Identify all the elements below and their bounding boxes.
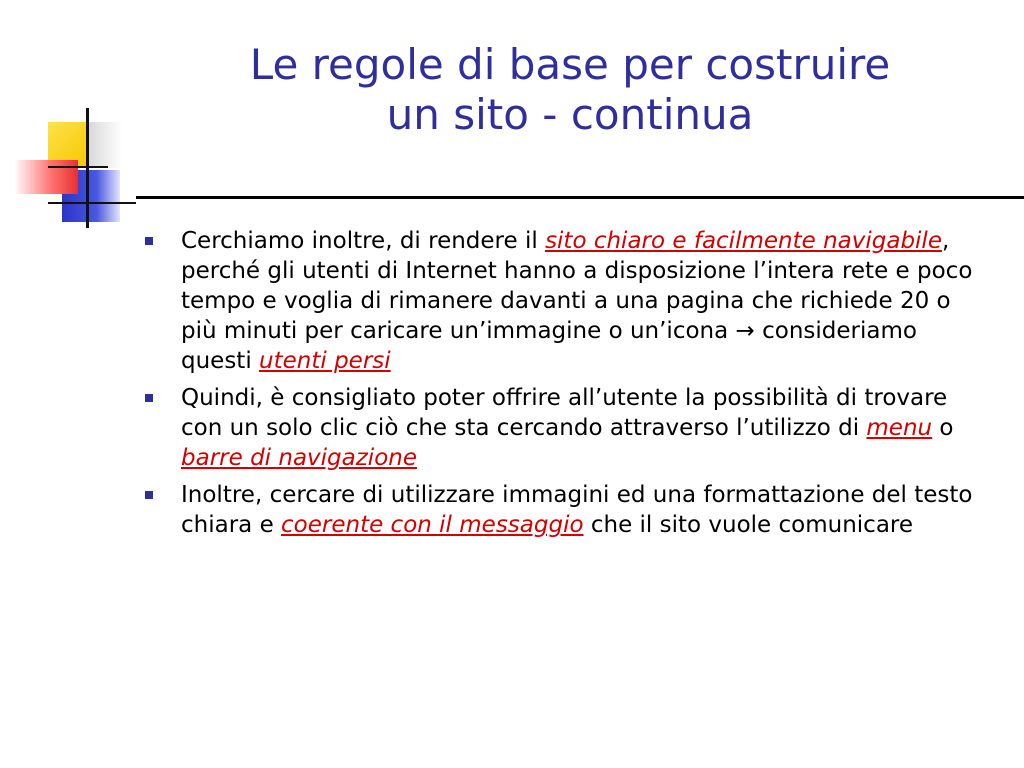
bullet-text: Inoltre, cercare di utilizzare immagini ed una formattazione del testo chiara e	[181, 482, 973, 538]
bullet-item	[143, 226, 983, 376]
arrow-right-icon: →	[735, 318, 755, 344]
emphasis-text: coerente con il messaggio	[281, 512, 584, 538]
bullet-list	[143, 226, 983, 547]
emphasis-text: utenti persi	[259, 348, 391, 374]
bullet-item	[143, 383, 983, 473]
slide-title	[140, 40, 1000, 140]
logo-vertical-line	[86, 108, 89, 228]
logo-grey-square	[88, 122, 122, 168]
square-bullet-icon	[145, 491, 153, 499]
bullet-text: , perché gli utenti di Internet hanno a disposizione l’intera rete e poco tempo e voglia di rimanere davanti a una pagina che richiede 20 o più minuti per caricare un’immagine o un’icona	[181, 228, 973, 344]
decorative-squares-logo	[0, 0, 150, 240]
bullet-text: consideriamo questi	[181, 318, 917, 374]
bullet-item	[143, 480, 983, 540]
title-line-1: Le regole di base per costruire	[249, 40, 891, 89]
title-line-2: un sito - continua	[386, 90, 754, 139]
square-bullet-icon	[145, 394, 153, 402]
emphasis-text: barre di navigazione	[181, 445, 417, 471]
bullet-text: o	[932, 415, 954, 441]
emphasis-text: menu	[866, 415, 933, 441]
bullet-text: che il sito vuole comunicare	[583, 512, 914, 538]
bullet-text: Quindi, è consigliato poter offrire all’utente la possibilità di trovare con un solo clic ciò che sta cercando attraverso l’utilizzo di	[181, 385, 948, 441]
emphasis-text: sito chiaro e facilmente navigabile	[545, 228, 942, 254]
title-divider-line	[136, 196, 1024, 199]
logo-horizontal-line	[48, 166, 108, 168]
logo-horizontal-line	[48, 202, 136, 204]
bullet-text: Cerchiamo inoltre, di rendere il	[181, 228, 546, 254]
square-bullet-icon	[145, 237, 153, 245]
